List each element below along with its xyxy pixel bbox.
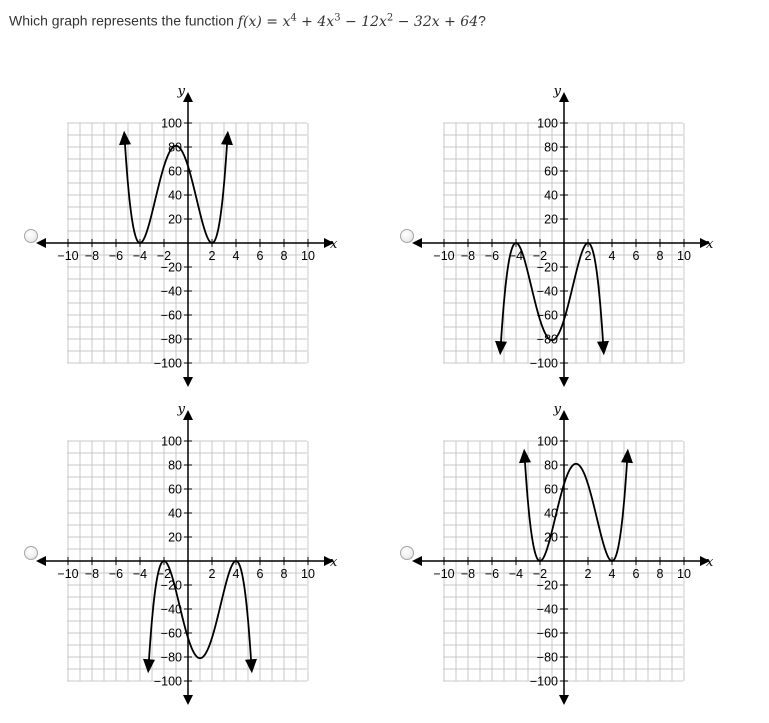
answer-option-b[interactable] [376,85,746,405]
answer-option-a[interactable] [0,85,370,405]
answer-option-c[interactable] [0,403,370,723]
function-expression: $f(x) = x^4 + 4x^3 - 12x^2 - 32x + 64$ [237,12,479,30]
graph-b [406,85,726,390]
y-tick-label: −100 [153,674,182,689]
curve-end-arrow [519,449,531,463]
y-tick-label: 80 [168,140,182,155]
graph-c [30,403,350,708]
question-suffix: ? [478,12,486,29]
y-tick-label: 40 [168,506,182,521]
x-tick-label: −4 [508,249,524,263]
y-axis-label: y [177,84,185,99]
x-tick-label: 4 [608,249,616,263]
y-tick-label: −40 [160,284,182,299]
x-axis-left-arrow [412,238,422,248]
y-axis-bottom-arrow [559,377,569,387]
y-tick-label: −100 [153,356,182,371]
y-tick-label: 80 [168,458,182,473]
y-tick-label: 100 [161,116,182,131]
x-tick-label: 8 [280,249,288,263]
x-tick-label: −8 [84,567,100,581]
y-tick-label: −80 [160,332,182,347]
x-axis-left-arrow [412,556,422,566]
x-tick-label: 6 [632,249,640,263]
x-axis-label: x [706,237,714,252]
axes [36,84,338,387]
y-tick-label: 100 [537,116,558,131]
axes [36,402,338,705]
x-tick-label: 6 [632,567,640,581]
x-tick-label: −6 [484,567,500,581]
curve-end-arrow [621,449,633,463]
axes [412,402,714,705]
x-tick-label: −4 [132,567,148,581]
y-tick-label: 20 [168,212,182,227]
curve-end-arrow [221,131,233,145]
x-tick-label: 8 [280,567,288,581]
x-tick-label: 2 [584,249,592,263]
y-tick-label: −80 [536,332,558,347]
y-tick-label: 40 [544,506,558,521]
y-axis-bottom-arrow [183,695,193,705]
x-tick-label: −10 [57,249,79,263]
y-tick-label: 100 [161,434,182,449]
y-tick-label: −100 [529,674,558,689]
y-axis-bottom-arrow [183,377,193,387]
x-axis-left-arrow [36,556,46,566]
y-tick-label: 20 [168,530,182,545]
y-tick-label: −60 [536,308,558,323]
x-tick-label: 10 [677,249,691,263]
x-tick-label: 8 [656,249,664,263]
x-axis-label: x [706,555,714,570]
y-tick-label: −80 [160,650,182,665]
x-tick-label: 4 [608,567,616,581]
x-tick-label: −4 [508,567,524,581]
y-tick-label: −20 [160,260,182,275]
x-tick-label: 2 [208,249,216,263]
x-tick-label: −2 [532,249,548,263]
y-axis-label: y [553,84,561,99]
x-tick-label: −6 [108,567,124,581]
x-tick-label: −6 [108,249,124,263]
x-tick-label: −8 [460,249,476,263]
x-tick-label: −8 [460,567,476,581]
x-tick-label: 2 [584,567,592,581]
question-prefix: Which graph represents the function [9,12,238,29]
x-tick-label: 6 [256,567,264,581]
x-tick-label: −10 [57,567,79,581]
x-tick-label: −2 [156,567,172,581]
y-tick-label: −20 [536,578,558,593]
x-tick-label: 4 [232,567,240,581]
answer-option-d[interactable] [376,403,746,723]
graph-a [30,85,350,390]
x-tick-label: 10 [301,249,315,263]
x-tick-label: 6 [256,249,264,263]
y-tick-label: 60 [168,482,182,497]
y-tick-label: −40 [160,602,182,617]
x-tick-label: −2 [532,567,548,581]
y-tick-label: 80 [544,458,558,473]
y-tick-label: 40 [168,188,182,203]
y-tick-label: 80 [544,140,558,155]
y-tick-label: 60 [544,164,558,179]
x-axis-label: x [330,555,338,570]
axes [412,84,714,387]
x-tick-label: −2 [156,249,172,263]
y-tick-label: −60 [160,308,182,323]
curve-end-arrow [495,341,507,355]
x-axis-label: x [330,237,338,252]
x-tick-label: −10 [433,567,455,581]
function-name: f [237,13,243,30]
graph-d [406,403,726,708]
y-tick-label: −20 [536,260,558,275]
y-tick-label: 20 [544,212,558,227]
x-tick-label: 10 [301,567,315,581]
y-axis-label: y [177,402,185,417]
y-tick-label: 60 [168,164,182,179]
x-tick-label: 10 [677,567,691,581]
x-tick-label: −6 [484,249,500,263]
x-tick-label: −10 [433,249,455,263]
x-tick-label: 4 [232,249,240,263]
y-tick-label: 100 [537,434,558,449]
y-tick-label: −40 [536,602,558,617]
x-tick-label: 8 [656,567,664,581]
x-tick-label: −4 [132,249,148,263]
y-axis-bottom-arrow [559,695,569,705]
y-tick-label: 60 [544,482,558,497]
curve-end-arrow [119,131,131,145]
y-tick-label: 40 [544,188,558,203]
y-tick-label: −60 [160,626,182,641]
curve-end-arrow [245,659,257,673]
y-tick-label: −40 [536,284,558,299]
y-axis-label: y [553,402,561,417]
question-text [9,12,486,30]
x-tick-label: −8 [84,249,100,263]
y-tick-label: −100 [529,356,558,371]
curve-end-arrow [597,341,609,355]
y-tick-label: 20 [544,530,558,545]
curve-end-arrow [143,659,155,673]
y-tick-label: −60 [536,626,558,641]
x-tick-label: 2 [208,567,216,581]
x-axis-left-arrow [36,238,46,248]
y-tick-label: −20 [160,578,182,593]
y-tick-label: −80 [536,650,558,665]
